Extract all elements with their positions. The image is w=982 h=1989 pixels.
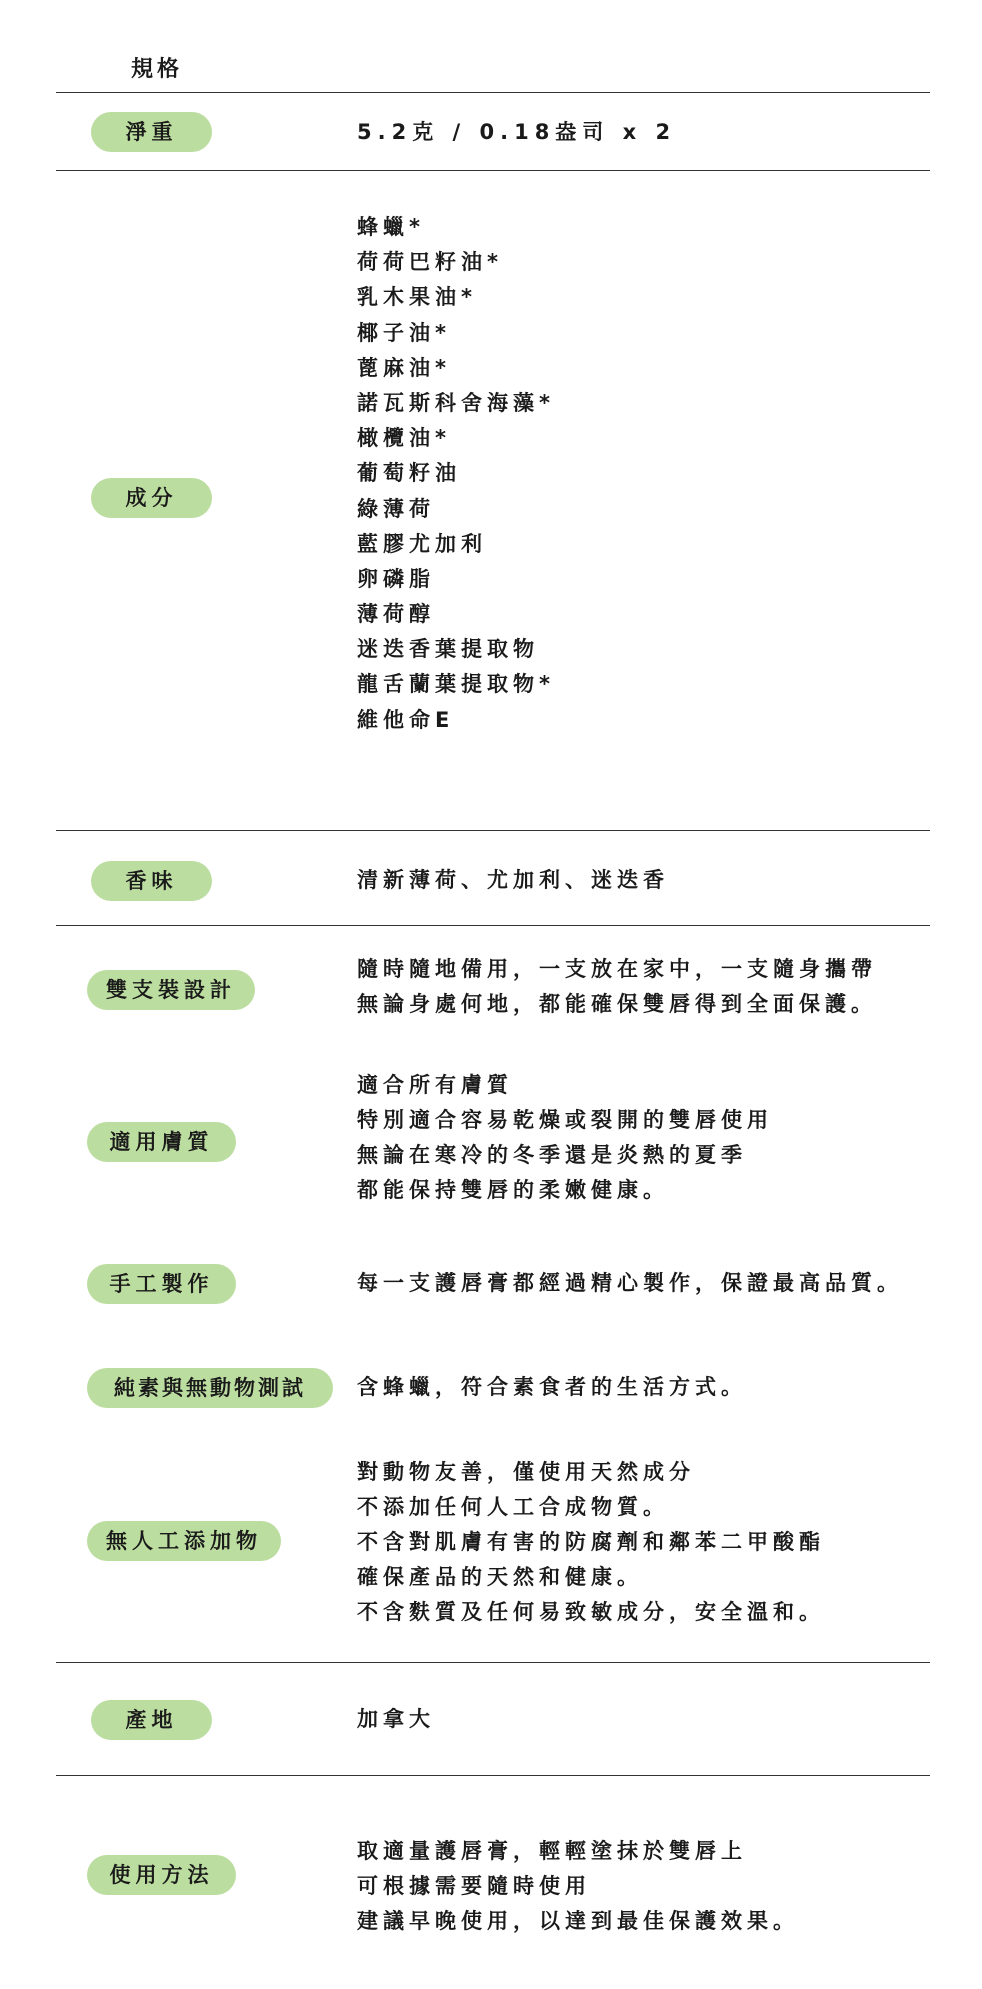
label-skin-type: 適用膚質 (87, 1122, 236, 1162)
spec-title: 規格 (131, 57, 184, 82)
ingredient-item: 諾瓦斯科舍海藻* (357, 390, 555, 415)
origin-value: 加拿大 (357, 1707, 435, 1731)
ingredient-item: 龍舌蘭葉提取物* (357, 672, 555, 697)
divider (56, 1662, 930, 1663)
divider (56, 92, 930, 93)
label-handmade: 手工製作 (87, 1264, 236, 1304)
text-line: 無論在寒冷的冬季還是炎熱的夏季 (357, 1143, 747, 1167)
label-origin: 產地 (91, 1700, 212, 1740)
ingredient-item: 綠薄荷 (357, 496, 435, 521)
ingredients-list (357, 210, 555, 738)
ingredient-item: 卵磷脂 (357, 566, 435, 591)
text-line: 不含對肌膚有害的防腐劑和鄰苯二甲酸酯 (357, 1530, 825, 1554)
divider (56, 1775, 930, 1776)
dual-design-text (357, 952, 877, 1022)
text-line: 特別適合容易乾燥或裂開的雙唇使用 (357, 1108, 773, 1132)
skin-type-text (357, 1068, 773, 1208)
ingredient-item: 乳木果油* (357, 285, 477, 310)
text-line: 確保產品的天然和健康。 (357, 1565, 643, 1589)
label-dual-design: 雙支裝設計 (87, 970, 255, 1010)
ingredient-item: 藍膠尤加利 (357, 531, 487, 556)
text-line: 對動物友善，僅使用天然成分 (357, 1460, 695, 1484)
label-scent: 香味 (91, 861, 212, 901)
label-vegan: 純素與無動物測試 (87, 1368, 333, 1408)
usage-text (357, 1834, 799, 1939)
label-net-weight: 淨重 (91, 112, 212, 152)
vegan-value: 含蜂蠟，符合素食者的生活方式。 (357, 1375, 747, 1399)
text-line: 不添加任何人工合成物質。 (357, 1495, 669, 1519)
divider (56, 925, 930, 926)
text-line: 可根據需要隨時使用 (357, 1874, 591, 1898)
ingredient-item: 薄荷醇 (357, 602, 435, 627)
ingredient-item: 葡萄籽油 (357, 461, 461, 486)
scent-value: 清新薄荷、尤加利、迷迭香 (357, 868, 669, 892)
ingredient-item: 橄欖油* (357, 426, 451, 451)
handmade-value: 每一支護唇膏都經過精心製作，保證最高品質。 (357, 1271, 903, 1295)
divider (56, 170, 930, 171)
label-ingredients: 成分 (91, 478, 212, 518)
text-line: 無論身處何地，都能確保雙唇得到全面保護。 (357, 992, 877, 1016)
ingredient-item: 荷荷巴籽油* (357, 250, 503, 275)
text-line: 取適量護唇膏，輕輕塗抹於雙唇上 (357, 1839, 747, 1863)
ingredient-item: 椰子油* (357, 320, 451, 345)
ingredient-item: 維他命E (357, 707, 455, 732)
label-usage: 使用方法 (87, 1855, 236, 1895)
text-line: 建議早晚使用，以達到最佳保護效果。 (357, 1909, 799, 1933)
text-line: 不含麩質及任何易致敏成分，安全溫和。 (357, 1600, 825, 1624)
text-line: 適合所有膚質 (357, 1073, 513, 1097)
net-weight-value: 5.2克 / 0.18盎司 x 2 (357, 120, 677, 144)
ingredient-item: 迷迭香葉提取物 (357, 637, 539, 662)
no-additives-text (357, 1455, 825, 1630)
divider (56, 830, 930, 831)
ingredient-item: 蓖麻油* (357, 355, 451, 380)
text-line: 都能保持雙唇的柔嫩健康。 (357, 1178, 669, 1202)
text-line: 隨時隨地備用，一支放在家中，一支隨身攜帶 (357, 957, 877, 981)
ingredient-item: 蜂蠟* (357, 215, 425, 239)
label-no-additives: 無人工添加物 (87, 1521, 281, 1561)
